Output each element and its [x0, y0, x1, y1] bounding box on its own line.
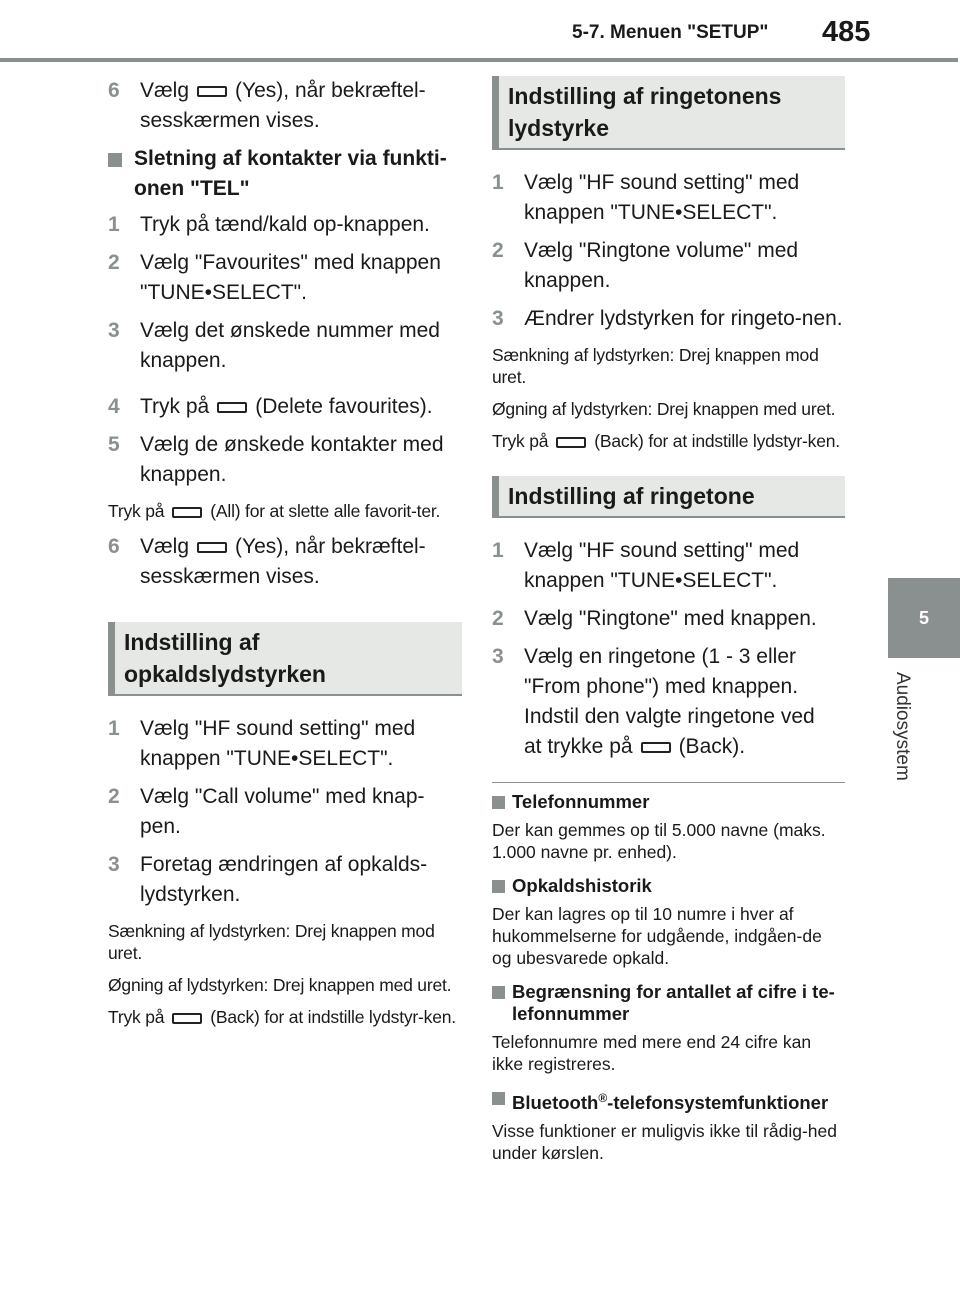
step-text: (Yes), når bekræftel-: [235, 535, 426, 558]
note-text: (Back) for at indstille lydstyr-ken.: [594, 431, 840, 451]
step-text: Vælg en ringetone (1 - 3 eller "From phone") med knappen. Indstil den valgte ringetone ved: [524, 645, 815, 728]
step-text: (Back).: [678, 735, 746, 758]
step-number: 1: [108, 717, 120, 740]
step-number: 6: [108, 79, 120, 102]
step-text: Vælg: [140, 79, 190, 102]
step: [108, 316, 462, 376]
heading-bar: [492, 76, 499, 148]
subheading: [108, 144, 462, 204]
button-icon: [197, 542, 227, 553]
step-text: Vælg "Ringtone volume" med knappen.: [524, 239, 799, 292]
step: [492, 604, 845, 634]
section-heading-box: [108, 622, 462, 696]
info-body: Der kan lagres op til 10 numre i hver af hukommelserne for udgående, indgåen-de og ubesvarede opkald.: [492, 904, 822, 968]
note-text: (Back) for at indstille lydstyr-ken.: [210, 1007, 456, 1027]
step: [108, 850, 462, 910]
step-text: Vælg de ønskede kontakter med knappen.: [140, 433, 444, 486]
section-title: 5-7. Menuen "SETUP": [572, 22, 769, 43]
info-heading: [492, 981, 845, 1025]
step-number: 5: [108, 433, 120, 456]
step-number: 3: [108, 319, 120, 342]
info-heading: [492, 791, 845, 813]
square-bullet-icon: [492, 1092, 505, 1105]
step-number: 2: [492, 607, 504, 630]
step-text: Vælg "Favourites" med knappen "TUNE•SELECT".: [140, 251, 441, 304]
step-text: Tryk på: [140, 395, 210, 418]
step: [108, 782, 462, 842]
step-text: sesskærmen vises.: [140, 109, 320, 132]
info-divider: [492, 782, 845, 783]
registered-mark: ®: [598, 1091, 608, 1105]
note-text: (All) for at slette alle favorit-ter.: [210, 501, 441, 521]
note: [492, 430, 845, 452]
step-number: 2: [108, 785, 120, 808]
step-number: 6: [108, 535, 120, 558]
square-bullet-icon: [492, 796, 505, 809]
step-text: Vælg "HF sound setting" med knappen "TUNE•SELECT".: [524, 171, 800, 224]
step-text: (Delete favourites).: [255, 395, 433, 418]
button-icon: [197, 86, 227, 97]
info-body: Der kan gemmes op til 5.000 navne (maks. 1.000 navne pr. enhed).: [492, 820, 826, 862]
step: [108, 430, 462, 490]
note: Øgning af lydstyrken: Drej knappen med uret.: [108, 975, 452, 995]
button-icon: [217, 402, 247, 413]
info-heading: [492, 875, 845, 897]
step-text: Vælg det ønskede nummer med knappen.: [140, 319, 440, 372]
info-body: Visse funktioner er muligvis ikke til rådig-hed under kørslen.: [492, 1121, 837, 1164]
heading-bar: [492, 476, 499, 516]
step: [108, 76, 462, 136]
info-body: Telefonnumre med mere end 24 cifre kan ikke registreres.: [492, 1032, 812, 1074]
step: [492, 642, 845, 762]
step-text: Tryk på tænd/kald op-knappen.: [140, 213, 430, 236]
page-header: [0, 0, 960, 62]
subheading-text: Sletning af kontakter via funkti-onen "TEL": [134, 147, 447, 200]
step-text: at trykke på: [524, 735, 633, 758]
step-text: Foretag ændringen af opkalds-lydstyrken.: [140, 853, 428, 906]
note: Øgning af lydstyrken: Drej knappen med uret.: [492, 399, 836, 419]
info-heading: [492, 1087, 845, 1114]
chapter-tab: 5: [888, 578, 960, 658]
step-text: sesskærmen vises.: [140, 565, 320, 588]
note: Sænkning af lydstyrken: Drej knappen mod uret.: [108, 921, 435, 963]
step-number: 2: [108, 251, 120, 274]
chapter-label: [885, 672, 925, 802]
step-text: Vælg "HF sound setting" med knappen "TUNE•SELECT".: [140, 717, 416, 770]
button-icon: [641, 742, 671, 753]
step-number: 1: [108, 213, 120, 236]
step: [108, 248, 462, 308]
note: [108, 500, 462, 522]
step-number: 3: [492, 307, 504, 330]
note: Sænkning af lydstyrken: Drej knappen mod uret.: [492, 345, 819, 387]
step: [108, 532, 462, 592]
note-text: Tryk på: [108, 501, 165, 521]
info-heading-text: Begrænsning for antallet af cifre i te-lefonnummer: [512, 981, 835, 1024]
right-column: [492, 58, 845, 1176]
step-text: Vælg "HF sound setting" med knappen "TUNE•SELECT".: [524, 539, 800, 592]
step-text: Vælg: [140, 535, 190, 558]
section-heading-box: [492, 476, 845, 518]
note: [108, 1006, 462, 1028]
square-bullet-icon: [492, 986, 505, 999]
section-heading-text: Indstilling af opkaldslydstyrken: [124, 629, 326, 687]
step-number: 2: [492, 239, 504, 262]
square-bullet-icon: [492, 880, 505, 893]
step-number: 3: [108, 853, 120, 876]
info-heading-text: Bluetooth: [512, 1092, 599, 1114]
step-number: 1: [492, 539, 504, 562]
left-column: [108, 76, 462, 1038]
step-text: (Yes), når bekræftel-: [235, 79, 426, 102]
section-heading-text: Indstilling af ringetone: [508, 483, 755, 509]
info-heading-text: Opkaldshistorik: [512, 875, 652, 896]
chapter-label-text: Audiosystem: [892, 672, 913, 781]
page-number: 485: [822, 16, 871, 48]
step-number: 1: [492, 171, 504, 194]
step: [108, 392, 462, 422]
step: [492, 168, 845, 228]
note-text: Tryk på: [492, 431, 549, 451]
square-bullet-icon: [108, 153, 122, 167]
step-number: 3: [492, 645, 504, 668]
step: [108, 210, 462, 240]
step-number: 4: [108, 395, 120, 418]
heading-bar: [108, 622, 115, 694]
step: [492, 536, 845, 596]
step: [492, 236, 845, 296]
note-text: Tryk på: [108, 1007, 165, 1027]
step-text: Vælg "Call volume" med knap-pen.: [140, 785, 425, 838]
section-heading-text: Indstilling af ringetonens lydstyrke: [508, 83, 782, 141]
section-heading-box: [492, 76, 845, 150]
button-icon: [172, 1013, 202, 1024]
step-text: Vælg "Ringtone" med knappen.: [524, 607, 817, 630]
button-icon: [556, 437, 586, 448]
button-icon: [172, 507, 202, 518]
info-heading-text: Telefonnummer: [512, 791, 650, 812]
step: [108, 714, 462, 774]
info-heading-text: -telefonsystemfunktioner: [607, 1092, 829, 1114]
step-text: Ændrer lydstyrken for ringeto-nen.: [524, 307, 843, 330]
step: [492, 304, 845, 334]
